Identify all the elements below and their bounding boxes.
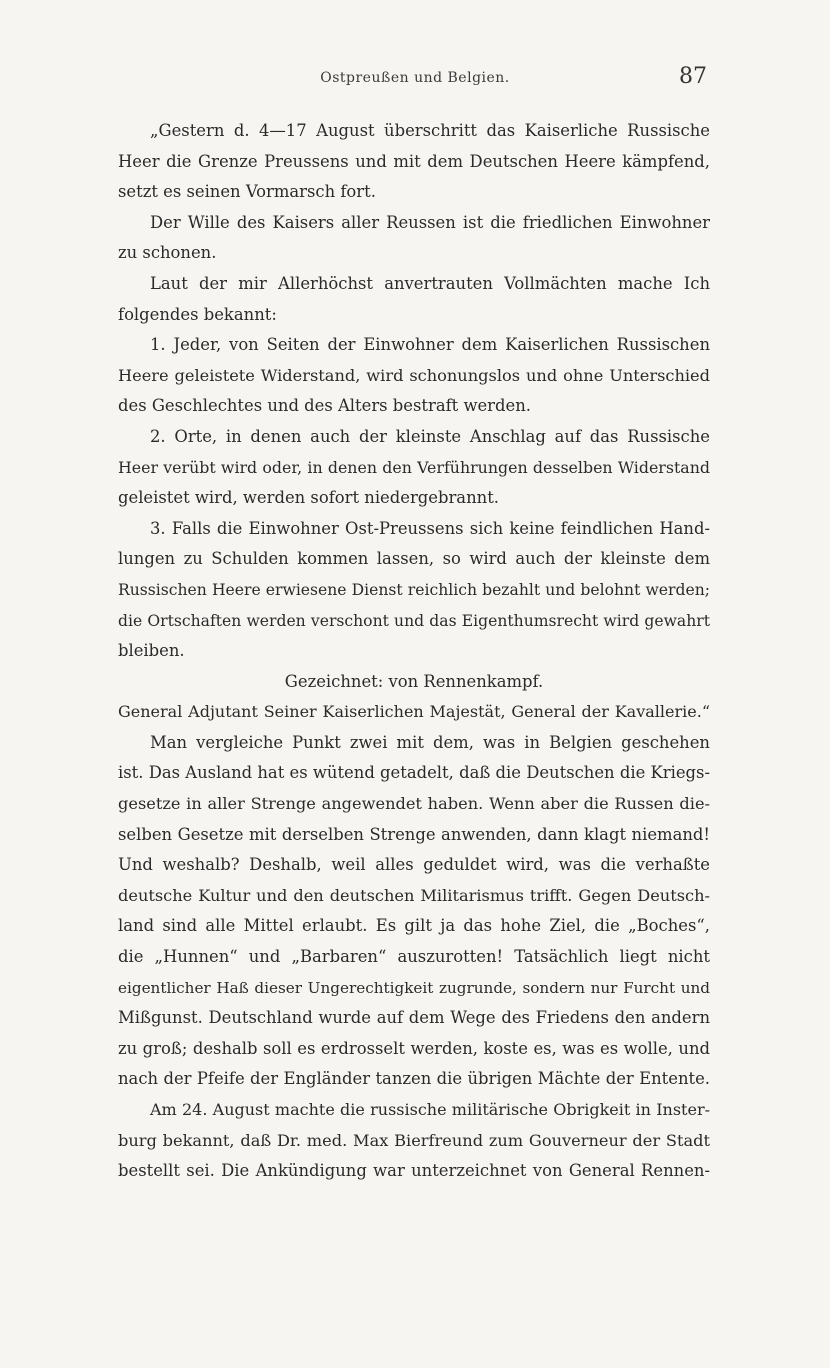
text-line: burg bekannt, daß Dr. med. Max Bierfreund zum Gouverneur der Stadt xyxy=(118,1130,710,1150)
text-line: Der Wille des Kaisers aller Reussen ist die friedlichen Einwohner xyxy=(150,212,710,232)
text-line: bestellt sei. Die Ankündigung war unterzeichnet von General Rennen- xyxy=(118,1161,710,1181)
body-text xyxy=(118,116,710,1187)
text-line: Heer die Grenze Preussens und mit dem Deutschen Heere kämpfend, xyxy=(118,151,710,171)
text-line: gesetze in aller Strenge angewendet haben. Wenn aber die Russen die- xyxy=(118,794,710,814)
running-head xyxy=(0,64,830,98)
text-line: lungen zu Schulden kommen lassen, so wird auch der kleinste dem xyxy=(118,549,710,569)
text-line: Am 24. August machte die russische militärische Obrigkeit in Inster- xyxy=(150,1100,710,1119)
text-line: Man vergleiche Punkt zwei mit dem, was in Belgien geschehen xyxy=(150,732,710,752)
text-line: Russischen Heere erwiesene Dienst reichlich bezahlt und belohnt werden; xyxy=(118,580,710,599)
text-line: 1. Jeder, von Seiten der Einwohner dem Kaiserlichen Russischen xyxy=(150,335,710,355)
text-line: die „Hunnen“ und „Barbaren“ auszurotten! Tatsächlich liegt nicht xyxy=(118,947,710,967)
text-line: ist. Das Ausland hat es wütend getadelt, daß die Deutschen die Kriegs- xyxy=(118,763,710,783)
text-line: Laut der mir Allerhöchst anvertrauten Vollmächten mache Ich xyxy=(150,273,710,293)
text-line: deutsche Kultur und den deutschen Militarismus trifft. Gegen Deutsch- xyxy=(118,885,710,905)
text-line: zu schonen. xyxy=(118,243,217,263)
text-line: nach der Pfeife der Engländer tanzen die übrigen Mächte der Entente. xyxy=(118,1069,710,1089)
text-line: 2. Orte, in denen auch der kleinste Anschlag auf das Russische xyxy=(150,426,710,446)
text-line: zu groß; deshalb soll es erdrosselt werden, koste es, was es wolle, und xyxy=(118,1038,710,1058)
text-line: Heer verübt wird oder, in denen den Verführungen desselben Widerstand xyxy=(118,457,710,477)
text-line: „Gestern d. 4—17 August überschritt das Kaiserliche Russische xyxy=(150,121,710,140)
page-number: 87 xyxy=(679,64,707,89)
text-line: Und weshalb? Deshalb, weil alles geduldet wird, was die verhaßte xyxy=(118,855,710,875)
text-line: Heere geleistete Widerstand, wird schonungslos und ohne Unterschied xyxy=(118,365,710,385)
text-line: bleiben. xyxy=(118,641,185,661)
text-line: des Geschlechtes und des Alters bestraft werden. xyxy=(118,396,531,416)
text-line: selben Gesetze mit derselben Strenge anwenden, dann klagt niemand! xyxy=(118,824,710,844)
text-line: folgendes bekannt: xyxy=(118,304,277,324)
running-title: Ostpreußen und Belgien. xyxy=(320,70,510,86)
text-line: die Ortschaften werden verschont und das Eigenthumsrecht wird gewahrt xyxy=(118,611,710,630)
text-line: eigentlicher Haß dieser Ungerechtigkeit zugrunde, sondern nur Furcht und xyxy=(118,978,710,997)
text-line: geleistet wird, werden sofort niedergebrannt. xyxy=(118,488,499,508)
text-line: land sind alle Mittel erlaubt. Es gilt ja das hohe Ziel, die „Boches“, xyxy=(118,916,710,936)
text-line: General Adjutant Seiner Kaiserlichen Majestät, General der Kavallerie.“ xyxy=(118,702,710,722)
text-line: 3. Falls die Einwohner Ost-Preussens sich keine feindlichen Hand- xyxy=(150,518,710,538)
text-line: setzt es seinen Vormarsch fort. xyxy=(118,182,376,202)
text-line: Mißgunst. Deutschland wurde auf dem Wege des Friedens den andern xyxy=(118,1008,710,1028)
signature-line: Gezeichnet: von Rennenkampf. xyxy=(284,671,544,691)
